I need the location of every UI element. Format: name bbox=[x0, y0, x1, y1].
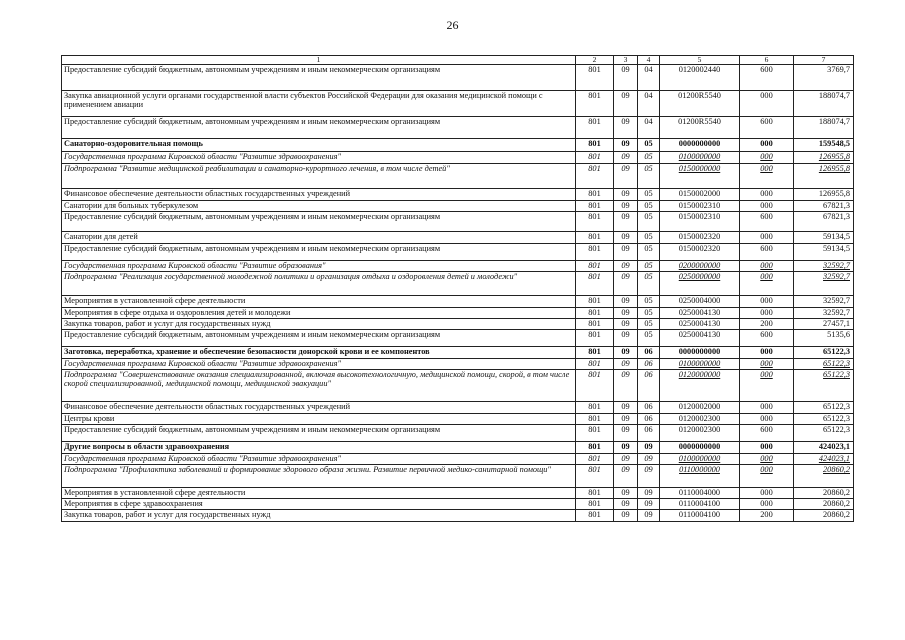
cell-target-code: 0150000000 bbox=[660, 164, 740, 189]
cell-subsection-code: 04 bbox=[638, 65, 660, 91]
cell-subsection-code: 05 bbox=[638, 139, 660, 152]
cell-expense-type-code: 200 bbox=[740, 510, 794, 522]
table-row bbox=[62, 272, 854, 296]
cell-amount: 65122,3 bbox=[794, 414, 854, 425]
cell-ministry-code: 801 bbox=[576, 164, 614, 189]
cell-amount: 67821,3 bbox=[794, 212, 854, 232]
cell-section-code: 09 bbox=[614, 319, 638, 330]
cell-ministry-code: 801 bbox=[576, 65, 614, 91]
cell-subsection-code: 06 bbox=[638, 402, 660, 414]
cell-target-code: 0100000000 bbox=[660, 152, 740, 164]
cell-ministry-code: 801 bbox=[576, 212, 614, 232]
cell-subsection-code: 05 bbox=[638, 232, 660, 244]
cell-target-code: 0120002440 bbox=[660, 65, 740, 91]
cell-section-code: 09 bbox=[614, 425, 638, 442]
cell-section-code: 09 bbox=[614, 442, 638, 454]
cell-target-code: 0200000000 bbox=[660, 261, 740, 272]
cell-section-code: 09 bbox=[614, 91, 638, 117]
cell-ministry-code: 801 bbox=[576, 152, 614, 164]
cell-name: Мероприятия в установленной сфере деятельности bbox=[62, 296, 576, 308]
table-row bbox=[62, 189, 854, 201]
cell-expense-type-code: 000 bbox=[740, 91, 794, 117]
table-row bbox=[62, 91, 854, 117]
cell-expense-type-code: 000 bbox=[740, 370, 794, 402]
cell-target-code: 0000000000 bbox=[660, 139, 740, 152]
cell-section-code: 09 bbox=[614, 117, 638, 139]
cell-name: Мероприятия в установленной сфере деятельности bbox=[62, 488, 576, 499]
cell-amount: 65122,3 bbox=[794, 359, 854, 370]
cell-section-code: 09 bbox=[614, 454, 638, 465]
cell-section-code: 09 bbox=[614, 261, 638, 272]
cell-name: Предоставление субсидий бюджетным, автономным учреждениям и иным некоммерческим организациям bbox=[62, 330, 576, 347]
table-row bbox=[62, 330, 854, 347]
cell-target-code: 01200R5540 bbox=[660, 117, 740, 139]
cell-name: Подпрограмма "Реализация государственной молодежной политики и организация отдыха и оздоровления детей и молодежи" bbox=[62, 272, 576, 296]
cell-section-code: 09 bbox=[614, 510, 638, 522]
cell-name: Мероприятия в сфере здравоохранения bbox=[62, 499, 576, 510]
cell-amount: 20860,2 bbox=[794, 465, 854, 488]
cell-section-code: 09 bbox=[614, 201, 638, 212]
cell-amount: 65122,3 bbox=[794, 370, 854, 402]
cell-section-code: 09 bbox=[614, 347, 638, 359]
cell-amount: 65122,3 bbox=[794, 402, 854, 414]
cell-subsection-code: 05 bbox=[638, 296, 660, 308]
cell-target-code: 0120002000 bbox=[660, 402, 740, 414]
cell-name: Предоставление субсидий бюджетным, автономным учреждениям и иным некоммерческим организациям bbox=[62, 65, 576, 91]
cell-name: Подпрограмма "Развитие медицинской реабилитации и санаторно-курортного лечения, в том числе детей" bbox=[62, 164, 576, 189]
cell-section-code: 09 bbox=[614, 65, 638, 91]
cell-name: Санатории для детей bbox=[62, 232, 576, 244]
cell-name: Финансовое обеспечение деятельности областных государственных учреждений bbox=[62, 402, 576, 414]
cell-amount: 424023,1 bbox=[794, 454, 854, 465]
cell-expense-type-code: 000 bbox=[740, 201, 794, 212]
cell-target-code: 0100000000 bbox=[660, 359, 740, 370]
col-header-expense-type: 6 bbox=[740, 56, 794, 65]
cell-ministry-code: 801 bbox=[576, 117, 614, 139]
table-row bbox=[62, 414, 854, 425]
cell-expense-type-code: 600 bbox=[740, 425, 794, 442]
cell-ministry-code: 801 bbox=[576, 189, 614, 201]
cell-expense-type-code: 000 bbox=[740, 152, 794, 164]
cell-amount: 32592,7 bbox=[794, 296, 854, 308]
cell-section-code: 09 bbox=[614, 139, 638, 152]
cell-amount: 20860,2 bbox=[794, 510, 854, 522]
cell-name: Подпрограмма "Совершенствование оказания специализированной, включая высокотехнологичную, медицинской помощи, скорой, в том числе скорой специализированной, медицинской помощи, медицинской эвакуации" bbox=[62, 370, 576, 402]
cell-section-code: 09 bbox=[614, 232, 638, 244]
col-header-subsection: 4 bbox=[638, 56, 660, 65]
cell-subsection-code: 05 bbox=[638, 319, 660, 330]
cell-ministry-code: 801 bbox=[576, 272, 614, 296]
cell-expense-type-code: 000 bbox=[740, 414, 794, 425]
cell-subsection-code: 06 bbox=[638, 347, 660, 359]
cell-ministry-code: 801 bbox=[576, 244, 614, 261]
cell-expense-type-code: 600 bbox=[740, 244, 794, 261]
col-header-target: 5 bbox=[660, 56, 740, 65]
page-number: 26 bbox=[446, 18, 459, 32]
cell-expense-type-code: 000 bbox=[740, 139, 794, 152]
cell-target-code: 0250004130 bbox=[660, 330, 740, 347]
cell-expense-type-code: 000 bbox=[740, 308, 794, 319]
cell-amount: 59134,5 bbox=[794, 232, 854, 244]
cell-section-code: 09 bbox=[614, 359, 638, 370]
cell-expense-type-code: 600 bbox=[740, 65, 794, 91]
cell-section-code: 09 bbox=[614, 272, 638, 296]
cell-target-code: 0150002320 bbox=[660, 244, 740, 261]
cell-amount: 424023,1 bbox=[794, 442, 854, 454]
cell-name: Государственная программа Кировской области "Развитие здравоохранения" bbox=[62, 152, 576, 164]
cell-name: Предоставление субсидий бюджетным, автономным учреждениям и иным некоммерческим организациям bbox=[62, 212, 576, 232]
cell-amount: 32592,7 bbox=[794, 272, 854, 296]
table-row bbox=[62, 65, 854, 91]
cell-expense-type-code: 600 bbox=[740, 212, 794, 232]
cell-section-code: 09 bbox=[614, 465, 638, 488]
cell-section-code: 09 bbox=[614, 164, 638, 189]
cell-ministry-code: 801 bbox=[576, 330, 614, 347]
cell-section-code: 09 bbox=[614, 488, 638, 499]
cell-amount: 27457,1 bbox=[794, 319, 854, 330]
table-row bbox=[62, 308, 854, 319]
table-row bbox=[62, 139, 854, 152]
cell-name: Закупка авиационной услуги органами государственной власти субъектов Российской Федерации для оказания медицинской помощи с применением авиации bbox=[62, 91, 576, 117]
cell-expense-type-code: 200 bbox=[740, 319, 794, 330]
cell-ministry-code: 801 bbox=[576, 91, 614, 117]
cell-subsection-code: 05 bbox=[638, 272, 660, 296]
cell-ministry-code: 801 bbox=[576, 414, 614, 425]
cell-name: Другие вопросы в области здравоохранения bbox=[62, 442, 576, 454]
cell-expense-type-code: 000 bbox=[740, 359, 794, 370]
cell-ministry-code: 801 bbox=[576, 454, 614, 465]
table-body bbox=[62, 65, 854, 522]
cell-target-code: 0150002310 bbox=[660, 212, 740, 232]
cell-ministry-code: 801 bbox=[576, 510, 614, 522]
cell-section-code: 09 bbox=[614, 330, 638, 347]
table-row bbox=[62, 164, 854, 189]
cell-expense-type-code: 000 bbox=[740, 232, 794, 244]
cell-target-code: 0150002320 bbox=[660, 232, 740, 244]
cell-name: Государственная программа Кировской области "Развитие здравоохранения" bbox=[62, 454, 576, 465]
cell-amount: 3769,7 bbox=[794, 65, 854, 91]
table-row bbox=[62, 232, 854, 244]
cell-ministry-code: 801 bbox=[576, 425, 614, 442]
table-row bbox=[62, 347, 854, 359]
cell-subsection-code: 04 bbox=[638, 117, 660, 139]
cell-section-code: 09 bbox=[614, 499, 638, 510]
cell-subsection-code: 09 bbox=[638, 499, 660, 510]
cell-amount: 65122,3 bbox=[794, 347, 854, 359]
cell-ministry-code: 801 bbox=[576, 359, 614, 370]
cell-name: Финансовое обеспечение деятельности областных государственных учреждений bbox=[62, 189, 576, 201]
cell-expense-type-code: 000 bbox=[740, 442, 794, 454]
cell-name: Санатории для больных туберкулезом bbox=[62, 201, 576, 212]
cell-name: Закупка товаров, работ и услуг для государственных нужд bbox=[62, 510, 576, 522]
cell-ministry-code: 801 bbox=[576, 499, 614, 510]
cell-ministry-code: 801 bbox=[576, 319, 614, 330]
cell-amount: 67821,3 bbox=[794, 201, 854, 212]
cell-ministry-code: 801 bbox=[576, 402, 614, 414]
cell-name: Центры крови bbox=[62, 414, 576, 425]
cell-name: Заготовка, переработка, хранение и обеспечение безопасности донорской крови и ее компонентов bbox=[62, 347, 576, 359]
cell-target-code: 0120002300 bbox=[660, 414, 740, 425]
cell-section-code: 09 bbox=[614, 308, 638, 319]
table-row bbox=[62, 465, 854, 488]
cell-subsection-code: 05 bbox=[638, 330, 660, 347]
cell-expense-type-code: 000 bbox=[740, 454, 794, 465]
cell-section-code: 09 bbox=[614, 189, 638, 201]
cell-subsection-code: 05 bbox=[638, 212, 660, 232]
cell-subsection-code: 09 bbox=[638, 510, 660, 522]
cell-amount: 65122,3 bbox=[794, 425, 854, 442]
cell-ministry-code: 801 bbox=[576, 201, 614, 212]
cell-ministry-code: 801 bbox=[576, 465, 614, 488]
cell-amount: 20860,2 bbox=[794, 488, 854, 499]
cell-amount: 126955,8 bbox=[794, 164, 854, 189]
cell-section-code: 09 bbox=[614, 414, 638, 425]
cell-subsection-code: 09 bbox=[638, 465, 660, 488]
cell-expense-type-code: 000 bbox=[740, 499, 794, 510]
col-header-name: 1 bbox=[62, 56, 576, 65]
cell-name: Подпрограмма "Профилактика заболеваний и формирование здорового образа жизни. Развитие первичной медико-санитарной помощи" bbox=[62, 465, 576, 488]
cell-amount: 126955,8 bbox=[794, 189, 854, 201]
cell-ministry-code: 801 bbox=[576, 261, 614, 272]
table-row bbox=[62, 442, 854, 454]
cell-target-code: 0120002300 bbox=[660, 425, 740, 442]
cell-subsection-code: 09 bbox=[638, 488, 660, 499]
cell-expense-type-code: 000 bbox=[740, 465, 794, 488]
cell-ministry-code: 801 bbox=[576, 488, 614, 499]
cell-ministry-code: 801 bbox=[576, 347, 614, 359]
table-header-row bbox=[62, 56, 854, 65]
col-header-ministry: 2 bbox=[576, 56, 614, 65]
cell-target-code: 0250000000 bbox=[660, 272, 740, 296]
cell-target-code: 0150002000 bbox=[660, 189, 740, 201]
cell-ministry-code: 801 bbox=[576, 442, 614, 454]
table-row bbox=[62, 488, 854, 499]
cell-target-code: 0000000000 bbox=[660, 347, 740, 359]
cell-name: Предоставление субсидий бюджетным, автономным учреждениям и иным некоммерческим организациям bbox=[62, 244, 576, 261]
table-row bbox=[62, 244, 854, 261]
cell-amount: 159548,5 bbox=[794, 139, 854, 152]
cell-target-code: 0250004000 bbox=[660, 296, 740, 308]
cell-section-code: 09 bbox=[614, 402, 638, 414]
cell-subsection-code: 06 bbox=[638, 414, 660, 425]
cell-target-code: 0150002310 bbox=[660, 201, 740, 212]
cell-amount: 188074,7 bbox=[794, 117, 854, 139]
cell-amount: 32592,7 bbox=[794, 261, 854, 272]
cell-subsection-code: 05 bbox=[638, 244, 660, 261]
cell-expense-type-code: 600 bbox=[740, 330, 794, 347]
col-header-amount: 7 bbox=[794, 56, 854, 65]
cell-subsection-code: 06 bbox=[638, 370, 660, 402]
table-row bbox=[62, 261, 854, 272]
cell-subsection-code: 04 bbox=[638, 91, 660, 117]
budget-table bbox=[61, 55, 854, 522]
cell-subsection-code: 05 bbox=[638, 308, 660, 319]
cell-target-code: 0120000000 bbox=[660, 370, 740, 402]
cell-name: Государственная программа Кировской области "Развитие образования" bbox=[62, 261, 576, 272]
cell-subsection-code: 05 bbox=[638, 189, 660, 201]
cell-subsection-code: 05 bbox=[638, 152, 660, 164]
cell-name: Закупка товаров, работ и услуг для государственных нужд bbox=[62, 319, 576, 330]
cell-target-code: 0110000000 bbox=[660, 465, 740, 488]
cell-amount: 32592,7 bbox=[794, 308, 854, 319]
cell-expense-type-code: 000 bbox=[740, 347, 794, 359]
cell-subsection-code: 06 bbox=[638, 425, 660, 442]
cell-amount: 20860,2 bbox=[794, 499, 854, 510]
cell-target-code: 0110004100 bbox=[660, 510, 740, 522]
cell-expense-type-code: 000 bbox=[740, 488, 794, 499]
cell-target-code: 0100000000 bbox=[660, 454, 740, 465]
cell-amount: 126955,8 bbox=[794, 152, 854, 164]
cell-name: Предоставление субсидий бюджетным, автономным учреждениям и иным некоммерческим организациям bbox=[62, 425, 576, 442]
table-row bbox=[62, 499, 854, 510]
cell-amount: 188074,7 bbox=[794, 91, 854, 117]
cell-subsection-code: 05 bbox=[638, 201, 660, 212]
cell-target-code: 01200R5540 bbox=[660, 91, 740, 117]
cell-subsection-code: 09 bbox=[638, 442, 660, 454]
table-row bbox=[62, 152, 854, 164]
cell-ministry-code: 801 bbox=[576, 139, 614, 152]
cell-expense-type-code: 000 bbox=[740, 402, 794, 414]
cell-ministry-code: 801 bbox=[576, 296, 614, 308]
table-row bbox=[62, 212, 854, 232]
cell-expense-type-code: 000 bbox=[740, 261, 794, 272]
cell-section-code: 09 bbox=[614, 370, 638, 402]
table-row bbox=[62, 201, 854, 212]
cell-subsection-code: 05 bbox=[638, 261, 660, 272]
cell-name: Мероприятия в сфере отдыха и оздоровления детей и молодежи bbox=[62, 308, 576, 319]
cell-section-code: 09 bbox=[614, 244, 638, 261]
cell-expense-type-code: 000 bbox=[740, 296, 794, 308]
cell-subsection-code: 05 bbox=[638, 164, 660, 189]
cell-name: Санаторно-оздоровительная помощь bbox=[62, 139, 576, 152]
cell-ministry-code: 801 bbox=[576, 232, 614, 244]
table-row bbox=[62, 510, 854, 522]
cell-target-code: 0110004000 bbox=[660, 488, 740, 499]
cell-subsection-code: 09 bbox=[638, 454, 660, 465]
cell-expense-type-code: 000 bbox=[740, 164, 794, 189]
cell-section-code: 09 bbox=[614, 296, 638, 308]
cell-amount: 5135,6 bbox=[794, 330, 854, 347]
cell-ministry-code: 801 bbox=[576, 308, 614, 319]
cell-target-code: 0250004130 bbox=[660, 319, 740, 330]
table-row bbox=[62, 370, 854, 402]
cell-name: Государственная программа Кировской области "Развитие здравоохранения" bbox=[62, 359, 576, 370]
cell-name: Предоставление субсидий бюджетным, автономным учреждениям и иным некоммерческим организациям bbox=[62, 117, 576, 139]
cell-amount: 59134,5 bbox=[794, 244, 854, 261]
table-row bbox=[62, 402, 854, 414]
cell-ministry-code: 801 bbox=[576, 370, 614, 402]
cell-section-code: 09 bbox=[614, 212, 638, 232]
cell-target-code: 0110004100 bbox=[660, 499, 740, 510]
cell-expense-type-code: 000 bbox=[740, 189, 794, 201]
table-row bbox=[62, 425, 854, 442]
table-row bbox=[62, 117, 854, 139]
cell-expense-type-code: 000 bbox=[740, 272, 794, 296]
cell-target-code: 0000000000 bbox=[660, 442, 740, 454]
col-header-section: 3 bbox=[614, 56, 638, 65]
table-row bbox=[62, 454, 854, 465]
cell-subsection-code: 06 bbox=[638, 359, 660, 370]
table-row bbox=[62, 359, 854, 370]
cell-target-code: 0250004130 bbox=[660, 308, 740, 319]
table-row bbox=[62, 296, 854, 308]
cell-section-code: 09 bbox=[614, 152, 638, 164]
table-row bbox=[62, 319, 854, 330]
cell-expense-type-code: 600 bbox=[740, 117, 794, 139]
